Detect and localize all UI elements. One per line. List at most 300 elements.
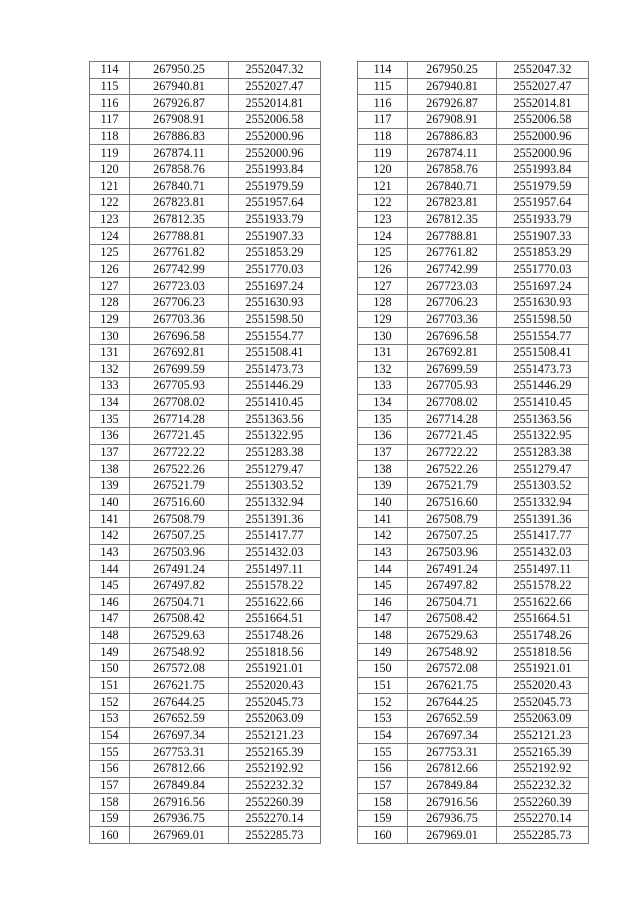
point-number-cell: 120 <box>358 161 408 178</box>
point-number-cell: 141 <box>358 511 408 528</box>
x-coordinate-cell: 267969.01 <box>130 827 229 844</box>
point-number-cell: 152 <box>358 694 408 711</box>
table-row <box>358 394 589 411</box>
table-row <box>358 95 589 112</box>
x-coordinate-cell: 267812.35 <box>408 211 497 228</box>
point-number-cell: 150 <box>358 661 408 678</box>
point-number-cell: 155 <box>90 744 130 761</box>
y-coordinate-cell: 2551993.84 <box>229 161 321 178</box>
y-coordinate-cell: 2551417.77 <box>497 527 589 544</box>
table-row <box>90 111 321 128</box>
table-row <box>90 644 321 661</box>
y-coordinate-cell: 2551957.64 <box>497 195 589 212</box>
x-coordinate-cell: 267742.99 <box>130 261 229 278</box>
y-coordinate-cell: 2551853.29 <box>497 245 589 262</box>
point-number-cell: 145 <box>90 577 130 594</box>
x-coordinate-cell: 267692.81 <box>408 344 497 361</box>
point-number-cell: 146 <box>358 594 408 611</box>
x-coordinate-cell: 267812.66 <box>408 760 497 777</box>
point-number-cell: 144 <box>90 561 130 578</box>
x-coordinate-cell: 267529.63 <box>130 627 229 644</box>
x-coordinate-cell: 267936.75 <box>130 810 229 827</box>
table-row <box>358 611 589 628</box>
point-number-cell: 153 <box>90 710 130 727</box>
table-row <box>358 544 589 561</box>
table-row <box>90 278 321 295</box>
point-number-cell: 126 <box>358 261 408 278</box>
point-number-cell: 126 <box>90 261 130 278</box>
point-number-cell: 129 <box>90 311 130 328</box>
x-coordinate-cell: 267697.34 <box>130 727 229 744</box>
table-row <box>90 494 321 511</box>
table-row <box>358 111 589 128</box>
table-row <box>358 311 589 328</box>
table-row <box>358 62 589 79</box>
x-coordinate-cell: 267940.81 <box>130 78 229 95</box>
table-row <box>90 444 321 461</box>
y-coordinate-cell: 2552192.92 <box>497 760 589 777</box>
table-row <box>90 694 321 711</box>
coordinate-table-right <box>357 61 589 844</box>
y-coordinate-cell: 2552006.58 <box>229 111 321 128</box>
y-coordinate-cell: 2552121.23 <box>229 727 321 744</box>
x-coordinate-cell: 267708.02 <box>408 394 497 411</box>
point-number-cell: 121 <box>358 178 408 195</box>
point-number-cell: 159 <box>358 810 408 827</box>
x-coordinate-cell: 267504.71 <box>130 594 229 611</box>
table-row <box>90 128 321 145</box>
point-number-cell: 151 <box>90 677 130 694</box>
table-row <box>358 461 589 478</box>
point-number-cell: 132 <box>358 361 408 378</box>
x-coordinate-cell: 267699.59 <box>130 361 229 378</box>
table-row <box>358 744 589 761</box>
point-number-cell: 131 <box>358 344 408 361</box>
x-coordinate-cell: 267823.81 <box>130 195 229 212</box>
x-coordinate-cell: 267916.56 <box>408 794 497 811</box>
x-coordinate-cell: 267522.26 <box>408 461 497 478</box>
x-coordinate-cell: 267692.81 <box>130 344 229 361</box>
y-coordinate-cell: 2552285.73 <box>229 827 321 844</box>
table-row <box>90 261 321 278</box>
y-coordinate-cell: 2551283.38 <box>497 444 589 461</box>
point-number-cell: 154 <box>90 727 130 744</box>
x-coordinate-cell: 267491.24 <box>408 561 497 578</box>
x-coordinate-cell: 267529.63 <box>408 627 497 644</box>
point-number-cell: 138 <box>358 461 408 478</box>
table-row <box>90 328 321 345</box>
y-coordinate-cell: 2552020.43 <box>229 677 321 694</box>
point-number-cell: 135 <box>90 411 130 428</box>
point-number-cell: 145 <box>358 577 408 594</box>
point-number-cell: 158 <box>90 794 130 811</box>
table-row <box>358 827 589 844</box>
point-number-cell: 157 <box>90 777 130 794</box>
x-coordinate-cell: 267812.66 <box>130 760 229 777</box>
point-number-cell: 143 <box>358 544 408 561</box>
point-number-cell: 118 <box>358 128 408 145</box>
point-number-cell: 138 <box>90 461 130 478</box>
y-coordinate-cell: 2552047.32 <box>229 62 321 79</box>
y-coordinate-cell: 2551332.94 <box>229 494 321 511</box>
table-row <box>358 527 589 544</box>
table-row <box>358 760 589 777</box>
x-coordinate-cell: 267886.83 <box>130 128 229 145</box>
y-coordinate-cell: 2551979.59 <box>229 178 321 195</box>
table-row <box>90 62 321 79</box>
x-coordinate-cell: 267840.71 <box>408 178 497 195</box>
point-number-cell: 117 <box>90 111 130 128</box>
point-number-cell: 156 <box>358 760 408 777</box>
x-coordinate-cell: 267644.25 <box>408 694 497 711</box>
y-coordinate-cell: 2551508.41 <box>497 344 589 361</box>
table-row <box>358 195 589 212</box>
y-coordinate-cell: 2551979.59 <box>497 178 589 195</box>
x-coordinate-cell: 267696.58 <box>130 328 229 345</box>
point-number-cell: 144 <box>358 561 408 578</box>
x-coordinate-cell: 267723.03 <box>408 278 497 295</box>
point-number-cell: 137 <box>90 444 130 461</box>
y-coordinate-cell: 2551554.77 <box>497 328 589 345</box>
point-number-cell: 134 <box>90 394 130 411</box>
table-row <box>358 794 589 811</box>
x-coordinate-cell: 267714.28 <box>408 411 497 428</box>
x-coordinate-cell: 267696.58 <box>408 328 497 345</box>
point-number-cell: 159 <box>90 810 130 827</box>
point-number-cell: 115 <box>90 78 130 95</box>
y-coordinate-cell: 2551473.73 <box>229 361 321 378</box>
x-coordinate-cell: 267840.71 <box>130 178 229 195</box>
table-row <box>90 710 321 727</box>
x-coordinate-cell: 267503.96 <box>408 544 497 561</box>
x-coordinate-cell: 267644.25 <box>130 694 229 711</box>
y-coordinate-cell: 2551446.29 <box>229 378 321 395</box>
point-number-cell: 149 <box>358 644 408 661</box>
point-number-cell: 116 <box>358 95 408 112</box>
y-coordinate-cell: 2551957.64 <box>229 195 321 212</box>
table-row <box>358 694 589 711</box>
x-coordinate-cell: 267508.42 <box>130 611 229 628</box>
y-coordinate-cell: 2551748.26 <box>229 627 321 644</box>
x-coordinate-cell: 267497.82 <box>408 577 497 594</box>
x-coordinate-cell: 267908.91 <box>130 111 229 128</box>
x-coordinate-cell: 267703.36 <box>130 311 229 328</box>
table-row <box>90 561 321 578</box>
x-coordinate-cell: 267516.60 <box>130 494 229 511</box>
point-number-cell: 150 <box>90 661 130 678</box>
table-row <box>358 478 589 495</box>
table-row <box>358 128 589 145</box>
point-number-cell: 148 <box>90 627 130 644</box>
y-coordinate-cell: 2552232.32 <box>497 777 589 794</box>
point-number-cell: 114 <box>90 62 130 79</box>
x-coordinate-cell: 267858.76 <box>408 161 497 178</box>
point-number-cell: 151 <box>358 677 408 694</box>
table-row <box>90 661 321 678</box>
x-coordinate-cell: 267652.59 <box>408 710 497 727</box>
table-row <box>90 594 321 611</box>
point-number-cell: 155 <box>358 744 408 761</box>
table-row <box>358 777 589 794</box>
table-row <box>90 577 321 594</box>
y-coordinate-cell: 2551391.36 <box>497 511 589 528</box>
point-number-cell: 135 <box>358 411 408 428</box>
point-number-cell: 147 <box>90 611 130 628</box>
x-coordinate-cell: 267491.24 <box>130 561 229 578</box>
point-number-cell: 139 <box>358 478 408 495</box>
table-row <box>90 394 321 411</box>
point-number-cell: 116 <box>90 95 130 112</box>
table-row <box>90 361 321 378</box>
y-coordinate-cell: 2551697.24 <box>229 278 321 295</box>
y-coordinate-cell: 2552000.96 <box>229 145 321 162</box>
table-row <box>90 161 321 178</box>
point-number-cell: 119 <box>90 145 130 162</box>
x-coordinate-cell: 267874.11 <box>130 145 229 162</box>
x-coordinate-cell: 267788.81 <box>130 228 229 245</box>
table-row <box>90 344 321 361</box>
x-coordinate-cell: 267708.02 <box>130 394 229 411</box>
y-coordinate-cell: 2551322.95 <box>229 428 321 445</box>
x-coordinate-cell: 267753.31 <box>130 744 229 761</box>
x-coordinate-cell: 267761.82 <box>130 245 229 262</box>
point-number-cell: 136 <box>90 428 130 445</box>
point-number-cell: 134 <box>358 394 408 411</box>
point-number-cell: 133 <box>358 378 408 395</box>
x-coordinate-cell: 267705.93 <box>408 378 497 395</box>
x-coordinate-cell: 267521.79 <box>408 478 497 495</box>
y-coordinate-cell: 2552260.39 <box>497 794 589 811</box>
point-number-cell: 123 <box>90 211 130 228</box>
y-coordinate-cell: 2551818.56 <box>229 644 321 661</box>
y-coordinate-cell: 2551630.93 <box>229 294 321 311</box>
point-number-cell: 128 <box>90 294 130 311</box>
y-coordinate-cell: 2551417.77 <box>229 527 321 544</box>
x-coordinate-cell: 267503.96 <box>130 544 229 561</box>
y-coordinate-cell: 2551363.56 <box>229 411 321 428</box>
y-coordinate-cell: 2551410.45 <box>497 394 589 411</box>
point-number-cell: 125 <box>358 245 408 262</box>
y-coordinate-cell: 2551432.03 <box>497 544 589 561</box>
table-row <box>90 411 321 428</box>
x-coordinate-cell: 267714.28 <box>130 411 229 428</box>
point-number-cell: 128 <box>358 294 408 311</box>
y-coordinate-cell: 2551410.45 <box>229 394 321 411</box>
x-coordinate-cell: 267548.92 <box>130 644 229 661</box>
y-coordinate-cell: 2551630.93 <box>497 294 589 311</box>
point-number-cell: 124 <box>358 228 408 245</box>
table-row <box>358 294 589 311</box>
point-number-cell: 115 <box>358 78 408 95</box>
x-coordinate-cell: 267508.42 <box>408 611 497 628</box>
y-coordinate-cell: 2551279.47 <box>229 461 321 478</box>
y-coordinate-cell: 2552121.23 <box>497 727 589 744</box>
table-row <box>358 561 589 578</box>
y-coordinate-cell: 2552014.81 <box>229 95 321 112</box>
x-coordinate-cell: 267621.75 <box>408 677 497 694</box>
table-row <box>358 261 589 278</box>
x-coordinate-cell: 267521.79 <box>130 478 229 495</box>
table-row <box>90 78 321 95</box>
table-row <box>90 461 321 478</box>
x-coordinate-cell: 267926.87 <box>130 95 229 112</box>
point-number-cell: 122 <box>90 195 130 212</box>
x-coordinate-cell: 267706.23 <box>130 294 229 311</box>
table-row <box>90 228 321 245</box>
point-number-cell: 156 <box>90 760 130 777</box>
x-coordinate-cell: 267823.81 <box>408 195 497 212</box>
y-coordinate-cell: 2551622.66 <box>229 594 321 611</box>
y-coordinate-cell: 2551697.24 <box>497 278 589 295</box>
point-number-cell: 131 <box>90 344 130 361</box>
x-coordinate-cell: 267516.60 <box>408 494 497 511</box>
y-coordinate-cell: 2552045.73 <box>497 694 589 711</box>
point-number-cell: 140 <box>90 494 130 511</box>
y-coordinate-cell: 2552165.39 <box>229 744 321 761</box>
y-coordinate-cell: 2551664.51 <box>497 611 589 628</box>
y-coordinate-cell: 2551432.03 <box>229 544 321 561</box>
y-coordinate-cell: 2552014.81 <box>497 95 589 112</box>
point-number-cell: 124 <box>90 228 130 245</box>
coordinate-table-left-body <box>90 62 321 844</box>
y-coordinate-cell: 2551508.41 <box>229 344 321 361</box>
y-coordinate-cell: 2552063.09 <box>229 710 321 727</box>
table-row <box>90 827 321 844</box>
table-row <box>90 95 321 112</box>
y-coordinate-cell: 2552165.39 <box>497 744 589 761</box>
table-row <box>90 544 321 561</box>
table-row <box>90 211 321 228</box>
x-coordinate-cell: 267508.79 <box>408 511 497 528</box>
table-row <box>358 710 589 727</box>
x-coordinate-cell: 267722.22 <box>408 444 497 461</box>
point-number-cell: 127 <box>90 278 130 295</box>
table-row <box>90 378 321 395</box>
x-coordinate-cell: 267507.25 <box>130 527 229 544</box>
table-row <box>358 644 589 661</box>
y-coordinate-cell: 2551664.51 <box>229 611 321 628</box>
y-coordinate-cell: 2552006.58 <box>497 111 589 128</box>
y-coordinate-cell: 2552192.92 <box>229 760 321 777</box>
table-row <box>358 344 589 361</box>
x-coordinate-cell: 267761.82 <box>408 245 497 262</box>
table-row <box>358 444 589 461</box>
x-coordinate-cell: 267703.36 <box>408 311 497 328</box>
y-coordinate-cell: 2551818.56 <box>497 644 589 661</box>
point-number-cell: 139 <box>90 478 130 495</box>
point-number-cell: 154 <box>358 727 408 744</box>
x-coordinate-cell: 267936.75 <box>408 810 497 827</box>
y-coordinate-cell: 2551598.50 <box>229 311 321 328</box>
x-coordinate-cell: 267508.79 <box>130 511 229 528</box>
x-coordinate-cell: 267548.92 <box>408 644 497 661</box>
table-row <box>90 527 321 544</box>
y-coordinate-cell: 2552047.32 <box>497 62 589 79</box>
point-number-cell: 127 <box>358 278 408 295</box>
table-row <box>358 78 589 95</box>
table-row <box>358 178 589 195</box>
table-row <box>358 511 589 528</box>
y-coordinate-cell: 2552020.43 <box>497 677 589 694</box>
point-number-cell: 142 <box>358 527 408 544</box>
y-coordinate-cell: 2552000.96 <box>497 128 589 145</box>
point-number-cell: 133 <box>90 378 130 395</box>
y-coordinate-cell: 2551303.52 <box>497 478 589 495</box>
point-number-cell: 130 <box>358 328 408 345</box>
table-row <box>90 478 321 495</box>
x-coordinate-cell: 267697.34 <box>408 727 497 744</box>
y-coordinate-cell: 2551446.29 <box>497 378 589 395</box>
point-number-cell: 141 <box>90 511 130 528</box>
x-coordinate-cell: 267572.08 <box>408 661 497 678</box>
table-row <box>358 594 589 611</box>
x-coordinate-cell: 267788.81 <box>408 228 497 245</box>
table-row <box>90 777 321 794</box>
y-coordinate-cell: 2551907.33 <box>229 228 321 245</box>
x-coordinate-cell: 267916.56 <box>130 794 229 811</box>
y-coordinate-cell: 2551933.79 <box>229 211 321 228</box>
y-coordinate-cell: 2552063.09 <box>497 710 589 727</box>
table-row <box>90 294 321 311</box>
y-coordinate-cell: 2551907.33 <box>497 228 589 245</box>
y-coordinate-cell: 2552285.73 <box>497 827 589 844</box>
point-number-cell: 143 <box>90 544 130 561</box>
table-row <box>358 661 589 678</box>
x-coordinate-cell: 267723.03 <box>130 278 229 295</box>
table-row <box>90 810 321 827</box>
x-coordinate-cell: 267742.99 <box>408 261 497 278</box>
table-row <box>358 677 589 694</box>
point-number-cell: 140 <box>358 494 408 511</box>
x-coordinate-cell: 267652.59 <box>130 710 229 727</box>
y-coordinate-cell: 2551578.22 <box>229 577 321 594</box>
point-number-cell: 114 <box>358 62 408 79</box>
table-row <box>358 627 589 644</box>
y-coordinate-cell: 2551283.38 <box>229 444 321 461</box>
table-row <box>358 411 589 428</box>
point-number-cell: 147 <box>358 611 408 628</box>
point-number-cell: 125 <box>90 245 130 262</box>
table-row <box>358 211 589 228</box>
table-row <box>90 178 321 195</box>
table-row <box>358 378 589 395</box>
table-row <box>90 195 321 212</box>
table-row <box>90 511 321 528</box>
point-number-cell: 149 <box>90 644 130 661</box>
point-number-cell: 142 <box>90 527 130 544</box>
point-number-cell: 153 <box>358 710 408 727</box>
point-number-cell: 118 <box>90 128 130 145</box>
x-coordinate-cell: 267940.81 <box>408 78 497 95</box>
x-coordinate-cell: 267858.76 <box>130 161 229 178</box>
x-coordinate-cell: 267969.01 <box>408 827 497 844</box>
y-coordinate-cell: 2551748.26 <box>497 627 589 644</box>
table-row <box>358 278 589 295</box>
point-number-cell: 136 <box>358 428 408 445</box>
table-row <box>90 627 321 644</box>
x-coordinate-cell: 267753.31 <box>408 744 497 761</box>
y-coordinate-cell: 2552000.96 <box>229 128 321 145</box>
table-row <box>358 810 589 827</box>
x-coordinate-cell: 267721.45 <box>408 428 497 445</box>
point-number-cell: 152 <box>90 694 130 711</box>
point-number-cell: 148 <box>358 627 408 644</box>
table-row <box>90 727 321 744</box>
x-coordinate-cell: 267507.25 <box>408 527 497 544</box>
x-coordinate-cell: 267926.87 <box>408 95 497 112</box>
y-coordinate-cell: 2551391.36 <box>229 511 321 528</box>
x-coordinate-cell: 267950.25 <box>408 62 497 79</box>
